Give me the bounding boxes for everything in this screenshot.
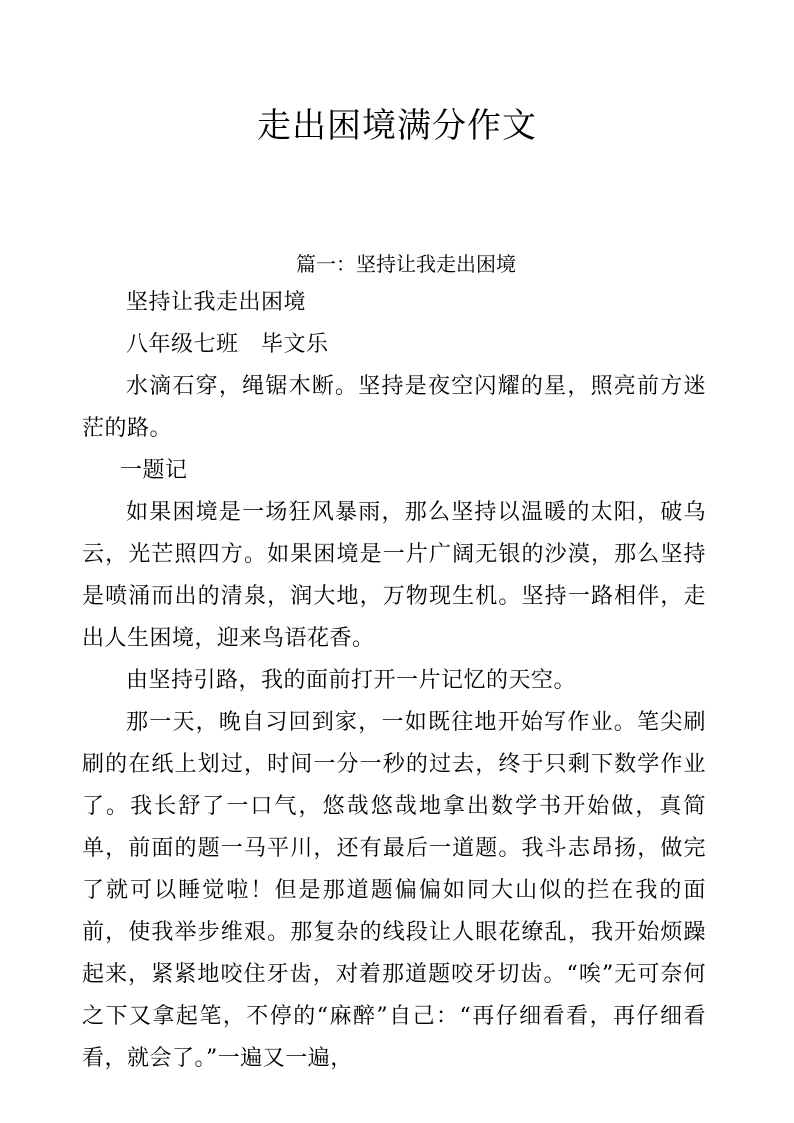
body-paragraph: 那一天，晚自习回到家，一如既往地开始写作业。笔尖刷刷的在纸上划过，时间一分一秒的过去，终于只剩下数学作业了。我长舒了一口气，悠哉悠哉地拿出数学书开始做，真简单，前面的题一马平川，还有最后一道题。我斗志昂扬，做完了就可以睡觉啦！但是那道题偏偏如同大山似的拦在我的面前，使我举步维艰。那复杂的线段让人眼花缭乱，我开始烦躁起来，紧紧地咬住牙齿，对着那道题咬牙切齿。“唉”无可奈何之下又拿起笔，不停的“麻醉”自己：“再仔细看看，再仔细看看，就会了。”一遍又一遍， xyxy=(82,710,706,1071)
body-paragraph: 如果困境是一场狂风暴雨，那么坚持以温暖的太阳，破乌云，光芒照四方。如果困境是一片广阔无银的沙漠，那么坚持是喷涌而出的清泉，润大地，万物现生机。坚持一路相伴，走出人生困境，迎来鸟语花香。 xyxy=(82,500,706,651)
section-heading: 篇一：坚持让我走出困境 xyxy=(296,252,516,276)
essay-body xyxy=(82,282,706,1080)
epigraph-paragraph: 水滴石穿，绳锯木断。坚持是夜空闪耀的星，照亮前方迷茫的路。 xyxy=(82,374,706,441)
document-title: 走出困境满分作文 xyxy=(257,106,537,146)
essay-subtitle: 坚持让我走出困境 xyxy=(126,290,307,315)
body-paragraph: 由坚持引路，我的面前打开一片记忆的天空。 xyxy=(126,668,577,693)
author-line: 八年级七班 毕文乐 xyxy=(126,332,329,357)
epigraph-attribution: 一题记 xyxy=(120,458,188,483)
